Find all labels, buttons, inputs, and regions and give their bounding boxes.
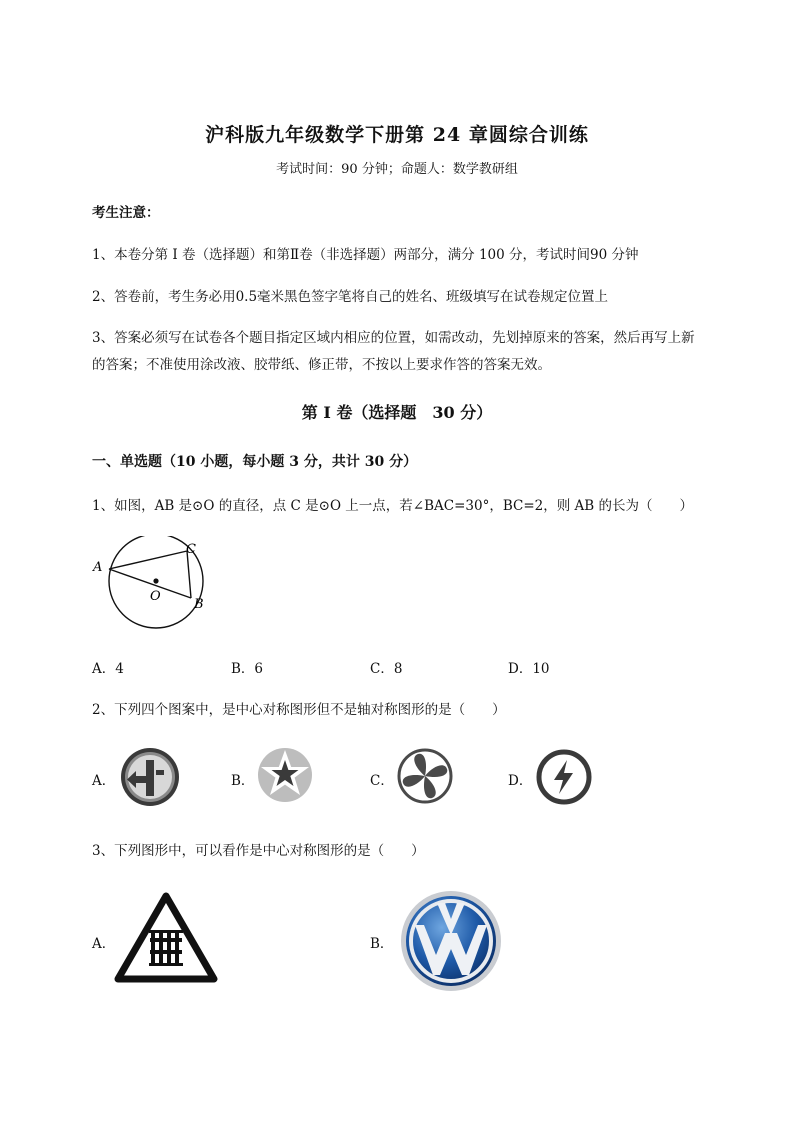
q1-option-b[interactable]: B．6 (231, 661, 264, 677)
label-a: A (93, 560, 103, 575)
turn-sign-icon (118, 746, 182, 808)
q2-option-c[interactable]: C． (370, 773, 394, 789)
q2-option-b[interactable]: B． (231, 773, 255, 789)
notice-item-3-continued: 的答案；不准使用涂改液、胶带纸、修正带，不按以上要求作答的答案无效。 (92, 357, 551, 373)
q1-option-c[interactable]: C．8 (370, 661, 403, 677)
q2-option-a[interactable]: A． (92, 773, 116, 789)
q3-option-a[interactable]: A． (92, 936, 116, 952)
q1-option-d[interactable]: D．10 (508, 661, 550, 677)
center-point (153, 578, 158, 583)
notice-item-2: 2、答卷前，考生务必用0.5毫米黑色签字笔将自己的姓名、班级填写在试卷规定位置上 (92, 289, 609, 305)
label-o: O (150, 589, 161, 604)
part-title: 第 I 卷（选择题 30 分） (301, 403, 493, 422)
notice-heading: 考生注意： (92, 205, 160, 221)
lightning-bolt-icon (534, 747, 594, 807)
question-1-stem: 1、如图，AB 是⊙O 的直径，点 C 是⊙O 上一点，若∠BAC=30°，BC=2，则 AB 的长为（ ） (92, 498, 694, 514)
vw-logo-icon (399, 889, 503, 993)
q2-option-d[interactable]: D． (508, 773, 533, 789)
question-1-circle-figure (88, 536, 218, 648)
q1-option-a[interactable]: A．4 (92, 661, 124, 677)
pinwheel-pattern-icon (396, 747, 454, 805)
star-pattern-icon (254, 746, 316, 804)
label-b: B (194, 597, 204, 612)
q3-option-b[interactable]: B． (370, 936, 394, 952)
notice-item-3: 3、答案必须写在试卷各个题目指定区域内相应的位置，如需改动，先划掉原来的答案，然后再写上新 (92, 330, 695, 346)
notice-item-1: 1、本卷分第 I 卷（选择题）和第Ⅱ卷（非选择题）两部分，满分 100 分，考试时间90 分钟 (92, 247, 639, 263)
question-3-stem: 3、下列图形中，可以看作是中心对称图形的是（ ） (92, 843, 425, 859)
chord-ac (109, 551, 187, 569)
label-c: C (186, 542, 196, 557)
question-2-stem: 2、下列四个图案中，是中心对称图形但不是轴对称图形的是（ ） (92, 702, 506, 718)
exam-info: 考试时间：90 分钟；命题人：数学教研组 (276, 162, 518, 177)
railway-crossing-sign-icon (112, 890, 220, 986)
section-title: 一、单选题（10 小题，每小题 3 分，共计 30 分） (92, 454, 418, 470)
page-title: 沪科版九年级数学下册第 24 章圆综合训练 (205, 124, 589, 146)
chord-bc (187, 551, 191, 598)
